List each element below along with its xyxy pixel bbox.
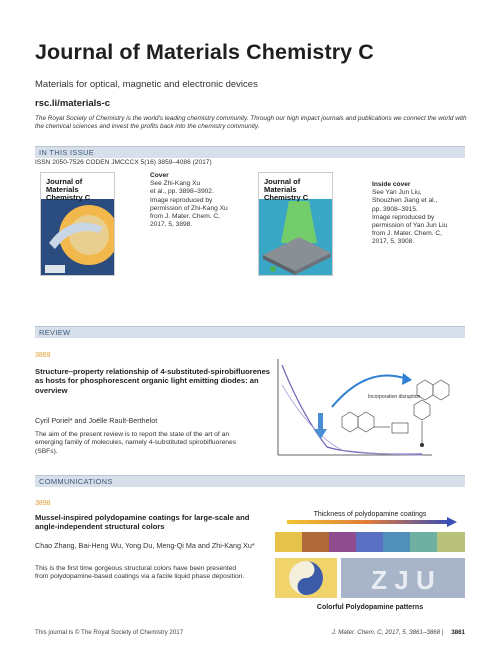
front-cover-caption	[150, 172, 245, 229]
front-cover-line: permission of Zhi-Kang Xu	[150, 204, 228, 212]
journal-title: Journal of Materials Chemistry C	[35, 40, 374, 64]
inside-cover-title: Journal of Materials Chemistry C	[264, 177, 309, 202]
communication-abstract: This is the first time gorgeous structural colors have been presented from polydopamine-based coatings via a facile liquid phase deposition.	[35, 565, 245, 581]
inside-cover-line: Image reproduced by	[372, 213, 435, 221]
front-cover-line: from J. Mater. Chem. C,	[150, 213, 220, 221]
issn-line: ISSN 2050-7526 CODEN JMCCCX 5(16) 3859–4086 (2017)	[35, 159, 212, 166]
review-graphic-art	[272, 355, 467, 460]
communications-bar	[35, 475, 465, 487]
front-cover-head: Cover	[150, 172, 169, 179]
communication-page-number[interactable]: 3898	[35, 500, 51, 507]
front-cover-title: Journal of Materials Chemistry C	[46, 177, 91, 202]
communication-graphic-art	[275, 506, 465, 614]
front-cover-line: Image reproduced by	[150, 196, 213, 204]
review-title[interactable]: Structure–property relationship of 4-substituted-spirobifluorenes as hosts for phosphorescent organic light emitting diodes: an overview	[35, 367, 271, 395]
review-bar	[35, 326, 465, 338]
footer-page-number: 3861	[451, 629, 465, 636]
communication-title[interactable]: Mussel-inspired polydopamine coatings for large-scale and angle-independent structural colors	[35, 513, 250, 532]
journal-subtitle: Materials for optical, magnetic and electronic devices	[35, 79, 258, 90]
inside-cover-line: See Yan Jun Liu,	[372, 189, 422, 197]
review-heading: REVIEW	[39, 328, 71, 337]
in-this-issue-heading: IN THIS ISSUE	[39, 148, 95, 157]
review-authors: Cyril Poriel* and Joëlle Rault-Berthelot	[35, 416, 158, 425]
communication-graphic-top-label: Thickness of polydopamine coatings	[313, 511, 427, 518]
communication-graphical-abstract	[275, 506, 465, 614]
front-cover-line: 2017, 5, 3898.	[150, 221, 193, 229]
review-page-number[interactable]: 3869	[35, 352, 51, 359]
review-graphic-label: Incorporation disruption	[368, 394, 421, 400]
inside-cover-line: pp. 3908–3915.	[372, 205, 418, 213]
front-cover-image[interactable]	[40, 172, 115, 276]
rsc-blurb: The Royal Society of Chemistry is the world's leading chemistry community. Through our high impact journals and publications we connect the world with the chemical sciences and invest the profits back into the chemistry community.	[35, 115, 467, 131]
inside-cover-line: permission of Yan Jun Liu	[372, 222, 448, 230]
communication-authors: Chao Zhang, Bai-Heng Wu, Yong Du, Meng-Qi Ma and Zhi-Kang Xu*	[35, 541, 255, 550]
front-cover-line: et al., pp. 3898–3902.	[150, 188, 214, 196]
review-abstract: The aim of the present review is to report the state of the art of an emerging family of molecules, namely 4-substituted spirobifluorenes (SBFs).	[35, 431, 237, 455]
inside-cover-line: Shouzhen Jiang et al.,	[372, 197, 438, 205]
inside-cover-line: from J. Mater. Chem. C,	[372, 230, 442, 238]
footer-citation: J. Mater. Chem. C, 2017, 5, 3861–3868 | 3861	[331, 629, 465, 636]
in-this-issue-bar	[35, 146, 465, 158]
inside-cover-head: Inside cover	[372, 181, 411, 188]
inside-cover-line: 2017, 5, 3908.	[372, 238, 415, 246]
communications-heading: COMMUNICATIONS	[39, 477, 113, 486]
review-graphical-abstract	[272, 355, 467, 460]
footer-copyright: This journal is © The Royal Society of Chemistry 2017	[35, 629, 184, 636]
inside-cover-image[interactable]	[258, 172, 333, 276]
communication-graphic-bottom-label: Colorful Polydopamine patterns	[316, 604, 424, 611]
front-cover-line: See Zhi-Kang Xu	[150, 180, 201, 188]
footer-citation-text: J. Mater. Chem. C, 2017, 5, 3861–3868	[331, 629, 441, 636]
communication-graphic-letters: Z J U	[371, 565, 435, 595]
inside-cover-caption	[372, 181, 467, 247]
journal-url[interactable]: rsc.li/materials-c	[35, 98, 110, 109]
